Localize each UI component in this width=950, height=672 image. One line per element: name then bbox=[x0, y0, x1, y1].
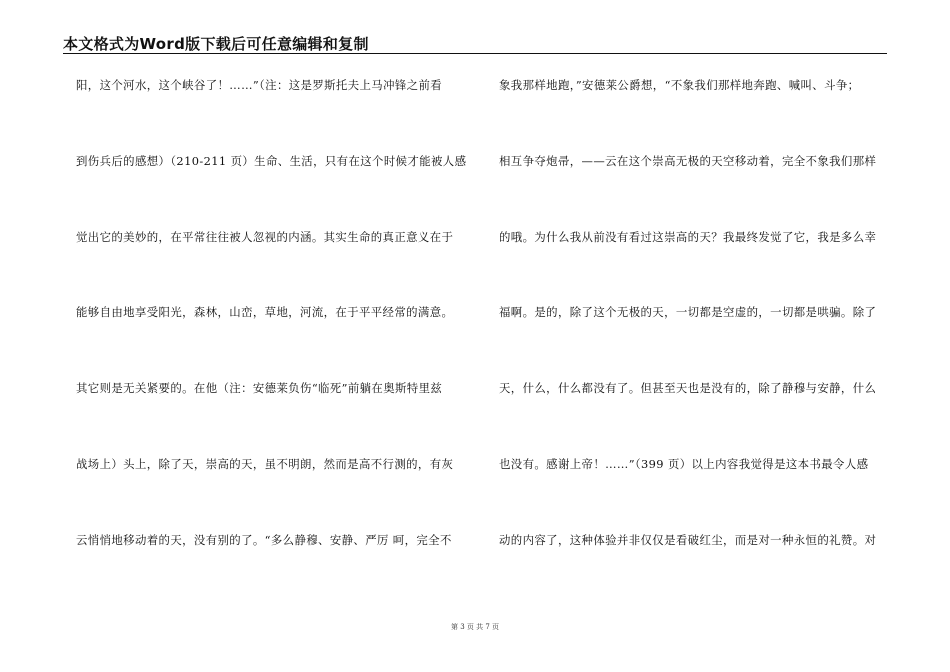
right-text-column bbox=[499, 77, 891, 608]
page-number: 第 3 页 共 7 页 bbox=[450, 623, 500, 631]
text-line: 到伤兵后的感想）（210-211 页）生命、生活，只有在这个时候才能被人感 bbox=[76, 153, 467, 168]
text-line: 阳，这个河水，这个峡谷了！……”（注：这是罗斯托夫上马冲锋之前看 bbox=[76, 78, 443, 92]
text-line: 战场上）头上，除了天，崇高的天，虽不明朗，然而是高不行测的，有灰 bbox=[76, 456, 454, 471]
text-line: 觉出它的美妙的，在平常往往被人忽视的内涵。其实生命的真正意义在于 bbox=[76, 229, 454, 244]
text-line: 天，什么，什么都没有了。但甚至天也是没有的，除了静穆与安静，什么 bbox=[499, 381, 877, 396]
text-line: 云悄悄地移动着的天，没有别的了。“多么静穆、安静、严厉 呵，完全不 bbox=[76, 532, 452, 547]
document-header-title: 本文格式为Word版下载后可任意编辑和复制 bbox=[63, 35, 369, 53]
header-divider bbox=[63, 53, 887, 54]
text-line: 象我那样地跑，”安德莱公爵想，“不象我们那样地奔跑、喊叫、斗争； bbox=[499, 78, 860, 92]
left-text-column bbox=[76, 77, 468, 608]
text-line: 也没有。感谢上帝！……”（399 页）以上内容我觉得是这本书最令人感 bbox=[499, 456, 869, 471]
text-line: 其它则是无关紧要的。在他（注：安德莱负伤“临死”前躺在奥斯特里兹 bbox=[76, 381, 443, 396]
text-line: 福啊。是的，除了这个无极的天，一切都是空虚的，一切都是哄骗。除了 bbox=[499, 305, 877, 320]
text-line: 能够自由地享受阳光，森林，山峦，草地，河流，在于平平经常的满意。 bbox=[76, 305, 454, 320]
text-line: 动的内容了，这种体验并非仅仅是看破红尘，而是对一种永恒的礼赞。对 bbox=[499, 532, 877, 547]
text-line: 的哦。为什么我从前没有看过这崇高的天？我最终发觉了它，我是多么幸 bbox=[499, 229, 877, 244]
text-line: 相互争夺炮帚，——云在这个崇高无极的天空移动着，完全不象我们那样 bbox=[499, 153, 877, 168]
